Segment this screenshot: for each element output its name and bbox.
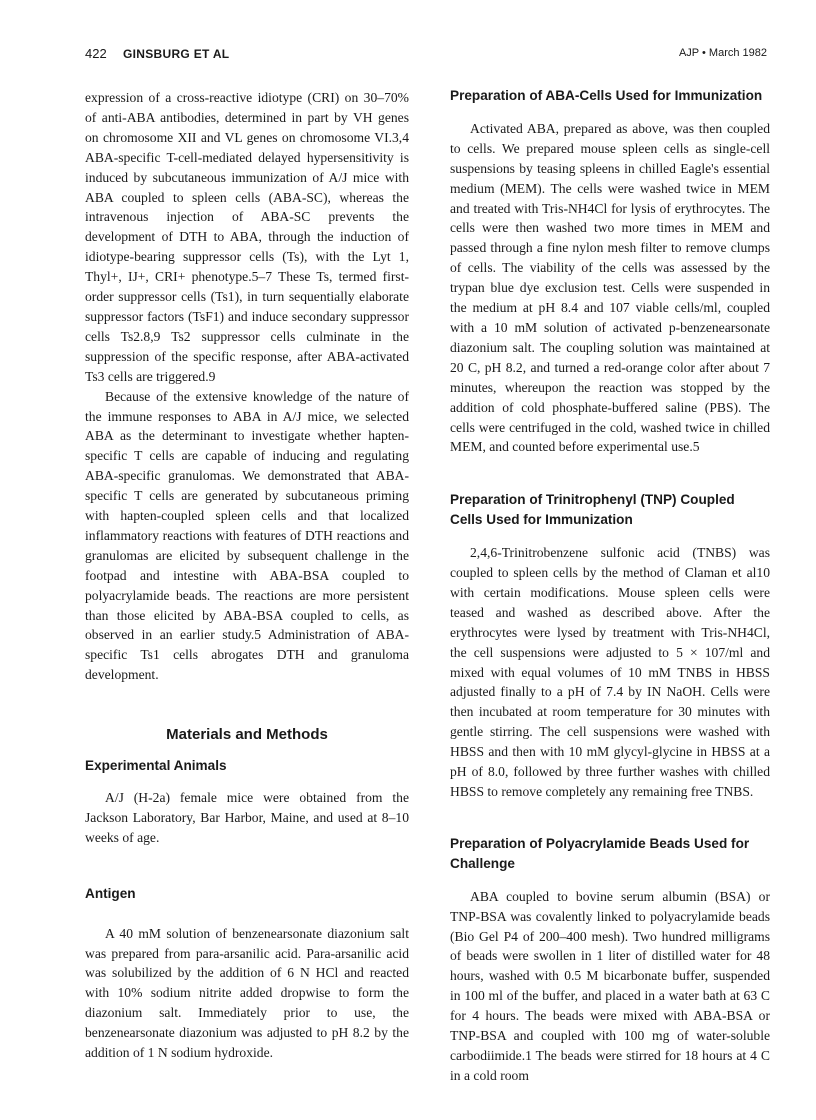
antigen-paragraph: A 40 mM solution of benzenearsonate diazonium salt was prepared from para-arsanilic acid. Para-arsanilic acid was solubilized by the addition of 6 N HCl and reacted with 10% sodium nitrite added dropwise to form the diazonium salt. Immediately prior to use, the benzenearsonate diazonium was adjusted to pH 8.2 by the addition of 1 N sodium hydroxide. [85,925,409,1061]
tnp-cells-paragraph: 2,4,6-Trinitrobenzene sulfonic acid (TNBS) was coupled to spleen cells by the method of Claman et al10 with certain modifications. Mouse spleen cells were teased and washed as described above. After the erythrocytes were lysed by treatment with Tris-NH4Cl, the cell suspensions were adjusted to 5 × 107/ml and mixed with equal volumes of 10 mM TNBS in HBSS adjusted finally to a pH of 7.4 by IN NaOH. Cells were then incubated at room temperature for 30 minutes with gentle stirring. The cell suspensions were washed with HBSS and then with 10 mM glycyl-glycine in HBSS at a pH of 8.0, followed by three further washes with chilled HBSS to remove completely any remaining free TNBS. [450,545,770,799]
beads-paragraph: ABA coupled to bovine serum albumin (BSA) or TNP-BSA was covalently linked to polyacrylamide beads (Bio Gel P4 of 200–400 mesh). Two hundred milligrams of beads were swollen in 1 liter of distilled water for 48 hours, washed with 0.5 M bicarbonate buffer, suspended in 100 ml of the buffer, and placed in a water bath at 63 C for 4 hours. The beads were mixed with ABA-BSA or TNP-BSA and coupled with 100 mg of water-soluble carbodiimide.1 The beads were stirred for 18 hours at 4 C in a cold room [450,888,770,1083]
subheading-experimental-animals: Experimental Animals [85,758,227,774]
animals-paragraph: A/J (H-2a) female mice were obtained from the Jackson Laboratory, Bar Harbor, Maine, and used at 8–10 weeks of age. [85,790,409,845]
intro-paragraph-continued: expression of a cross-reactive idiotype (CRI) on 30–70% of anti-ABA antibodies, determined in part by VH genes on chromosome XII and VL genes on chromosome VI.3,4 ABA-specific T-cell-mediated delayed hypersensitivity is induced by subcutaneous immunization of A/J mice with ABA coupled to spleen cells (ABA-SC), whereas the intravenous injection of ABA-SC prevents the development of DTH to ABA, through the induction of idiotype-bearing suppressor cells (Ts), with the Lyt 1, Thyl+, IJ+, CRI+ phenotype.5–7 These Ts, termed first-order suppressor cells (Ts1), in turn sequentially elaborate suppressor factors (TsF1) and induce secondary suppressor cells Ts2.8,9 Ts2 suppressor cells culminate in the suppression of the specific response, after ABA-activated Ts3 cells are triggered.9 [85,90,409,384]
subheading-polyacrylamide-beads: Preparation of Polyacrylamide Beads Used for Challenge [450,835,750,871]
running-authors: GINSBURG ET AL [123,47,230,61]
subheading-antigen: Antigen [85,885,136,901]
journal-info: AJP • March 1982 [678,47,767,59]
section-heading-materials-methods: Materials and Methods [166,726,328,744]
subheading-tnp-cells: Preparation of Trinitrophenyl (TNP) Coupled Cells Used for Immunization [450,492,735,528]
left-column [85,88,409,1063]
page-number: 422 [85,46,107,61]
aba-cells-paragraph: Activated ABA, prepared as above, was then coupled to cells. We prepared mouse spleen cells as single-cell suspensions by teasing spleens in chilled Eagle's essential medium (MEM). The cells were washed twice in MEM and treated with Tris-NH4Cl for lysis of erythrocytes. The cells were then washed two more times in MEM and passed through a fine nylon mesh filter to remove clumps of cells. The viability of the cells was assessed by the trypan blue dye exclusion test. Cells were suspended in the medium at pH 8.4 and 107 viable cells/ml, coupled with a 10 mM solution of activated p-benzenearsonate diazonium salt. The coupling solution was maintained at 20 C, pH 8.2, and turned a red-orange color after about 7 minutes, whereupon the reaction was stopped by the addition of cold phosphate-buffered saline (PBS). The cells were centrifuged in the cold, washed twice in chilled MEM, and counted before experimental use.5 [450,120,770,455]
subheading-aba-cells: Preparation of ABA-Cells Used for Immunization [450,88,763,103]
running-header [85,46,767,66]
right-column [450,88,770,1086]
intro-paragraph: Because of the extensive knowledge of the nature of the immune responses to ABA in A/J mice, we selected ABA as the determinant to investigate whether hapten-specific T cells are capable of inducing and regulating ABA-specific granulomas. We demonstrated that ABA-specific T cells are generated by subcutaneous priming with hapten-coupled spleen cells and that localized inflammatory reactions with features of DTH reactions and granulomas are elicited by subsequent challenge in the footpad and intestine with ABA-BSA coupled to polyacrylamide beads. The reactions are more persistent than those elicited by ABA-BSA coupled to cells, as observed in an earlier study.5 Administration of ABA-specific Ts1 cells abrogates DTH and granuloma development. [85,388,409,683]
